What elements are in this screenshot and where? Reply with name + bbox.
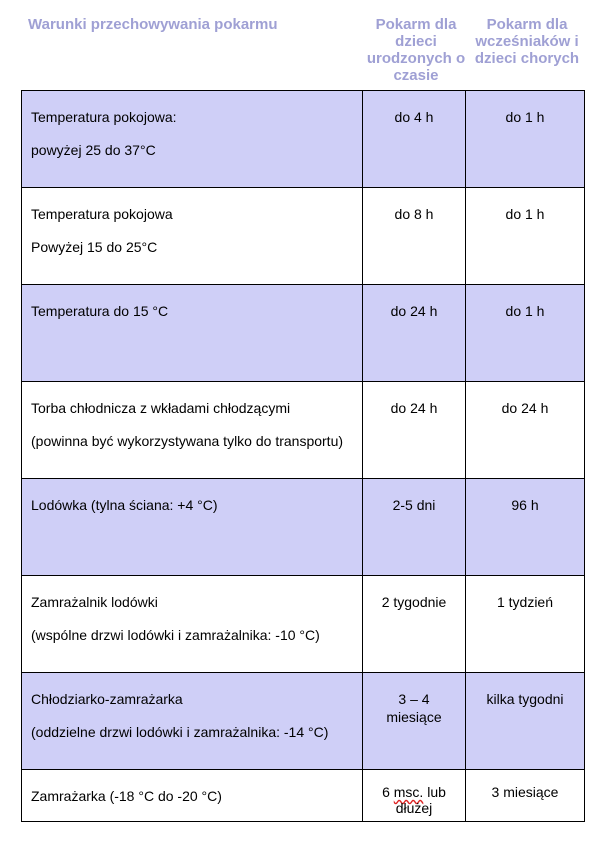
term-value: 2-5 dni <box>363 479 466 576</box>
condition-label: Zamrażarka (-18 °C do -20 °C) <box>31 788 222 804</box>
condition-detail: (wspólne drzwi lodówki i zamrażalnika: -10 °C) <box>31 627 320 643</box>
condition-label: Temperatura pokojowa: <box>31 109 177 125</box>
term-value-unit: msc. <box>393 784 424 800</box>
header-condition: Warunki przechowywania pokarmu <box>28 16 278 33</box>
preterm-value: 1 tydzień <box>466 576 585 673</box>
condition-detail: Powyżej 15 do 25°C <box>31 239 158 255</box>
preterm-value: 96 h <box>466 479 585 576</box>
preterm-value: do 1 h <box>466 91 585 188</box>
header-term-infants: Pokarm dla dzieci urodzonych o czasie <box>366 16 466 84</box>
table-row <box>22 91 585 188</box>
condition-label: Chłodziarko-zamrażarka <box>31 691 183 707</box>
table-row <box>22 285 585 382</box>
preterm-value: 3 miesiące <box>466 770 585 822</box>
table-row <box>22 188 585 285</box>
condition-cell <box>22 91 363 188</box>
term-value: 2 tygodnie <box>363 576 466 673</box>
term-value: 3 – 4 miesiące <box>363 673 466 770</box>
preterm-value: do 1 h <box>466 188 585 285</box>
term-value: do 24 h <box>363 382 466 479</box>
condition-cell <box>22 382 363 479</box>
condition-detail: (powinna być wykorzystywana tylko do transportu) <box>31 433 344 449</box>
term-value: do 8 h <box>363 188 466 285</box>
table-row <box>22 673 585 770</box>
term-value-number: 6 <box>382 784 390 800</box>
storage-table <box>21 90 585 822</box>
term-value-suffix: lub dłużej <box>395 784 446 816</box>
term-value: do 4 h <box>363 91 466 188</box>
table-row <box>22 576 585 673</box>
table-row <box>22 382 585 479</box>
table-row <box>22 770 585 822</box>
condition-cell <box>22 188 363 285</box>
condition-label: Temperatura do 15 °C <box>31 303 169 319</box>
condition-label: Zamrażalnik lodówki <box>31 594 158 610</box>
condition-cell <box>22 770 363 822</box>
condition-detail: (oddzielne drzwi lodówki i zamrażalnika: -14 °C) <box>31 724 329 740</box>
condition-cell <box>22 285 363 382</box>
condition-label: Temperatura pokojowa <box>31 206 173 222</box>
condition-cell <box>22 479 363 576</box>
term-value: do 24 h <box>363 285 466 382</box>
preterm-value: do 1 h <box>466 285 585 382</box>
condition-label: Torba chłodnicza z wkładami chłodzącymi <box>31 400 291 416</box>
condition-label: Lodówka (tylna ściana: +4 °C) <box>31 497 218 513</box>
preterm-value: do 24 h <box>466 382 585 479</box>
preterm-value: kilka tygodni <box>466 673 585 770</box>
header-preterm-sick: Pokarm dla wcześniaków i dzieci chorych <box>474 16 580 67</box>
condition-cell <box>22 673 363 770</box>
condition-cell <box>22 576 363 673</box>
condition-detail: powyżej 25 do 37°C <box>31 142 156 158</box>
term-value <box>363 770 466 822</box>
table-row <box>22 479 585 576</box>
